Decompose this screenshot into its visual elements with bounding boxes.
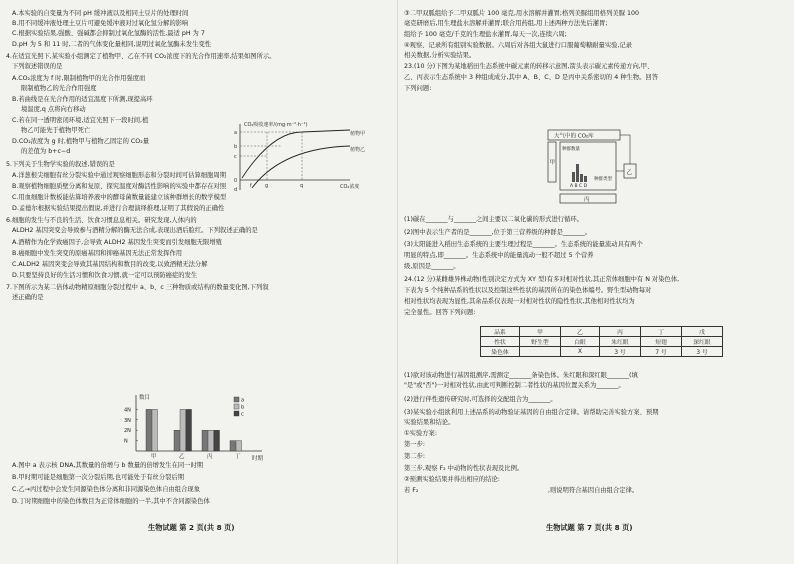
table-cell: 白眼 [561, 337, 600, 347]
right_page-25: 第三步,观察 F₂ 中动物的性状表现及比例。 [404, 465, 524, 472]
left_page-27: A.图中 a 表示核 DNA,其数量的倍增与 b 数量的倍增发生在同一时期 [12, 462, 204, 469]
right_page-15: 相对性状均表现为显性,其余品系仅表现一对相对性状的隐性性状,其他相对性状均为 [404, 298, 635, 305]
xtick-label: 乙 [179, 454, 185, 460]
right-footer: 生物试题 第 7 页(共 8 页) [546, 523, 633, 532]
left_page-15: A.洋葱根尖细胞有丝分裂实验中通过观察细胞形态和分裂时间可估算细胞周期 [12, 172, 226, 179]
curve-yi [252, 146, 350, 188]
right_page-5: 23.(10 分)下图为某地稻田生态系统中碳元素的转移示意图,箭头表示碳元素传递方向,甲、 [404, 63, 654, 70]
right_page-1: 毫克研磨后,用生理盐水溶解并灌胃;联合用药组,用上述两种方法先后灌胃; [404, 20, 608, 27]
right_page-19: (2)进行伴性遗传研究时,可选择的交配组合为_______。 [404, 396, 557, 403]
bar-b-甲 [152, 409, 158, 451]
table-cell [520, 347, 561, 357]
left_page-20: ALDH2 基因突变会导致参与酒精分解的酶无法合成,表现出酒后脸红。下列叙述正确的是 [12, 227, 258, 234]
left_page-22: B.癌细胞中发生突变的原癌基因和抑癌基因无法正常发挥作用 [12, 250, 183, 257]
co2-label: 大气中的 CO₂库 [554, 133, 594, 140]
bar-c-丙 [214, 430, 220, 451]
table-cell: 乙 [561, 327, 600, 337]
left_page-8: B.若曲线是在光合作用的适宜温度下所测,现提高环 [12, 96, 153, 103]
left_page-21: A.酒精作为化学致癌因子,会导致 ALDH2 基因发生突变而引发细胞无限增殖 [12, 239, 222, 246]
left-footer: 生物试题 第 2 页(共 8 页) [148, 523, 235, 532]
ytick-label: N [124, 438, 128, 445]
table-cell: 7 号 [641, 347, 682, 357]
right_page-0: ③二甲双胍组给予二甲双胍片 100 毫克,用水溶解并灌胃;格列美脲组用格列美脲 100 [404, 10, 640, 17]
photosynthesis-figure [222, 118, 372, 198]
label-bing: 丙 [584, 197, 590, 203]
label-jia: 甲 [549, 160, 556, 166]
ytick-c: c [234, 154, 237, 160]
right_page-22: ①实验方案: [404, 430, 437, 437]
right_page-11: 明显的特点,即_______。生态系统中的能量流动一般不超过 5 个营养 [404, 252, 594, 259]
left_page-4: 4.在适宜光照下,某实验小组测定了植物甲、乙在不同 CO₂浓度下的光合作用速率,结果如图所示。 [6, 53, 276, 60]
ytick-0: 0 [234, 178, 238, 184]
table-cell: 3 号 [600, 347, 641, 357]
right_page-13: 24.(12 分)某雌雄异株动物(性别决定方式为 XY 型)有多对相对性状,其正常体细胞中有 N 对染色体, [404, 276, 680, 283]
left_page-13: 的差值为 b+c−d [21, 148, 71, 155]
table-cell: 性状 [481, 337, 520, 347]
ytick-label: 3N [124, 417, 131, 424]
right_page-23: 第一步: [404, 441, 426, 448]
table-cell: 朱红眼 [600, 337, 641, 347]
bar-b-乙 [180, 409, 186, 451]
xtick-label: 丙 [207, 454, 213, 460]
left_page-10: C.若在同一透明密闭环境,适宜光照下一段时间,植 [12, 117, 149, 124]
label-yi: 乙 [626, 170, 633, 176]
left_page-24: D.只要坚持良好的生活习惯和饮食习惯,就一定可以预防癌症的发生 [12, 272, 198, 279]
left_page-14: 5.下列关于生物学实验的叙述,错误的是 [6, 161, 115, 168]
table-cell: 野生型 [520, 337, 561, 347]
table-cell: 丙 [600, 327, 641, 337]
left_page-9: 境温度,q 点将向右移动 [21, 106, 86, 113]
right_page-3: ④观察、记录所有组别实验数据。六周后对各组大鼠进行口服葡萄糖耐量实验,记录 [404, 42, 633, 49]
right_page-14: 下表为 5 个纯种品系的性状以及控制这些性状的基因所在的染色体编号。野生型动物每对 [404, 287, 652, 294]
right_page-9: (2)图中表示生产者的是_______,位于第三营养级的种群是_______。 [404, 229, 592, 236]
table-cell: 品系 [481, 327, 520, 337]
legend-label-c: c [241, 411, 244, 418]
right_page-24: 第二步: [404, 453, 426, 460]
right_page-20: (3)某实验小组欲利用上述品系的动物验证基因的自由组合定律。请帮助完善实验方案、预期 [404, 409, 659, 416]
right_page-10: (3)太阳能进入稻田生态系统的主要生理过程是_______。生态系统的能量流动具有两个 [404, 241, 643, 248]
xtick-f: f [250, 183, 252, 189]
table-cell: 丁 [641, 327, 682, 337]
left_page-3: D.pH 为 5 和 11 时,二者的气体变化量相同,说明过氧化氢酶未发生变性 [12, 41, 212, 48]
ytick-b: b [234, 144, 238, 150]
right_page-2: 组给予 100 毫克/千克的生理盐水灌胃,每天一次,连续六周; [404, 31, 567, 38]
table-cell: 短翅 [641, 337, 682, 347]
table-cell: 染色体 [481, 347, 520, 357]
table-row [481, 347, 723, 357]
xlabel: CO₂浓度 [340, 184, 360, 190]
right_page-12: 级,原因是_______。 [404, 263, 460, 270]
table-cell: 3 号 [682, 347, 723, 357]
right_page-21: 实验结果和结论。 [404, 419, 455, 426]
right_page-4: 相关数据,分析实验结果。 [404, 52, 476, 59]
table-cell: X [561, 347, 600, 357]
legend-swatch-b [234, 404, 239, 409]
ecosystem-diagram [538, 128, 653, 208]
right_page-27: 若 F₂ [404, 487, 419, 494]
left_page-16: B.观察植物细胞质壁分离和复原、探究温度对酶活性影响的实验中都存在对照 [12, 183, 227, 190]
left_page-2: C.根据实验结果,强酸、强碱都会抑制过氧化氢酶的活性,最适 pH 为 7 [12, 30, 205, 37]
left_page-1: B.用不同缓冲液处理土豆片可避免缓冲液对过氧化氢分解的影响 [12, 20, 189, 27]
bar-a-甲 [146, 409, 152, 451]
left_page-23: C.ALDH2 基因突变会导致其基因结构和数目的改变,以致酒精无法分解 [12, 261, 208, 268]
legend-label-b: b [241, 404, 245, 411]
left_page-26: 述正确的是 [12, 294, 44, 301]
legend-label-a: a [241, 397, 245, 404]
table-cell: 甲 [520, 327, 561, 337]
left_page-0: A.本实验的自变量为不同 pH 缓冲液以及相同土豆片的处理时间 [12, 10, 189, 17]
bar-a-丙 [202, 430, 208, 451]
chart-ylabel: 数目 [139, 395, 151, 401]
ytick-a: a [234, 130, 238, 136]
chart-xlabel: 时期 [252, 456, 264, 462]
ytick-label: 2N [124, 428, 131, 435]
bar-chart [112, 393, 282, 463]
left_page-30: D.丁时期细胞中的染色体数目为正常体细胞的一半,其中不含同源染色体 [12, 498, 210, 505]
legend-swatch-c [234, 411, 239, 416]
gene-table [480, 326, 723, 357]
series-yi: 植物乙 [350, 147, 366, 153]
bar-b-丙 [208, 430, 214, 451]
left_page-6: A.CO₂浓度为 f 时,限制植物甲的光合作用强度而 [12, 75, 146, 82]
left_page-11: 物乙可能先于植物甲死亡 [21, 127, 91, 134]
right_page-28: ,则说明符合基因自由组合定律。 [548, 487, 639, 494]
ytick-label: 4N [124, 407, 131, 414]
right_page-17: (1)欲对该动物进行基因组测序,需测定_______条染色体。朱红眼和深红眼_______(填 [404, 372, 638, 379]
xtick-q: q [300, 183, 304, 189]
left_page-28: B.甲时期可能是细胞第一次分裂后期,也可能处于有丝分裂后期 [12, 474, 185, 481]
table-cell: 深红眼 [682, 337, 723, 347]
bar-b-丁 [236, 441, 242, 451]
xtick-label: 丁 [235, 454, 241, 460]
right_page-26: ②预测实验结果并得出相应的结论: [404, 476, 500, 483]
table-row [481, 337, 723, 347]
table-row [481, 327, 723, 337]
series-jia: 植物甲 [350, 131, 366, 137]
right_page-8: (1)碳在_______与_______之间主要以二氧化碳的形式进行循环。 [404, 216, 583, 223]
bar-c-乙 [186, 409, 192, 451]
right_page-16: 完全显性。回答下列问题: [404, 309, 476, 316]
curve-jia [242, 130, 350, 178]
inner-label2: 种群类型 [594, 177, 612, 182]
right_page-7: 下列问题: [404, 85, 432, 92]
left_page-25: 7.下图所示为某二倍体动物精原细胞分裂过程中 a、b、c 三种物质或结构的数量变化图,下列叙 [6, 284, 269, 291]
left_page-12: D.CO₂浓度为 g 时,植物甲与植物乙固定的 CO₂量 [12, 138, 150, 145]
legend-swatch-a [234, 397, 239, 402]
left_page-7: 限制植物乙的光合作用强度 [21, 85, 97, 92]
ylabel: CO₂吸收速率/(mg·m⁻²·h⁻¹) [244, 122, 308, 128]
left_page-29: C.乙→丙过程中会发生同源染色体分离和非同源染色体自由组合现象 [12, 486, 200, 493]
inner-label: 种群数量 [562, 147, 580, 152]
left_page-5: 下列叙述错误的是 [12, 63, 63, 70]
table-cell: 戊 [682, 327, 723, 337]
bar-a-乙 [174, 430, 180, 451]
left_page-19: 6.细胞的发生与不良的生活、饮食习惯息息相关。研究发现,人体内的 [6, 217, 197, 224]
left_page-18: D.孟德尔根据实验结果提出假说,并进行合理演绎推理,证明了其假说的正确性 [12, 205, 225, 212]
right-page [397, 0, 794, 564]
species-label: A B C D [570, 184, 588, 189]
xtick-g: g [265, 183, 269, 189]
bar-a-丁 [230, 441, 236, 451]
left_page-17: C.用血细胞计数板能估算培养液中的酵母菌数量能建立该种群增长的数学模型 [12, 194, 227, 201]
right_page-6: 乙、丙表示生态系统中 3 种组成成分,其中 A、B、C、D 是丙中关系密切的 4 种生物。回答 [404, 74, 658, 81]
xtick-label: 甲 [151, 454, 157, 460]
right_page-18: "是"或"否")一对相对性状,由此可判断控制二者性状的基因位置关系为_______。 [404, 382, 625, 389]
ytick-d: d [234, 187, 238, 193]
